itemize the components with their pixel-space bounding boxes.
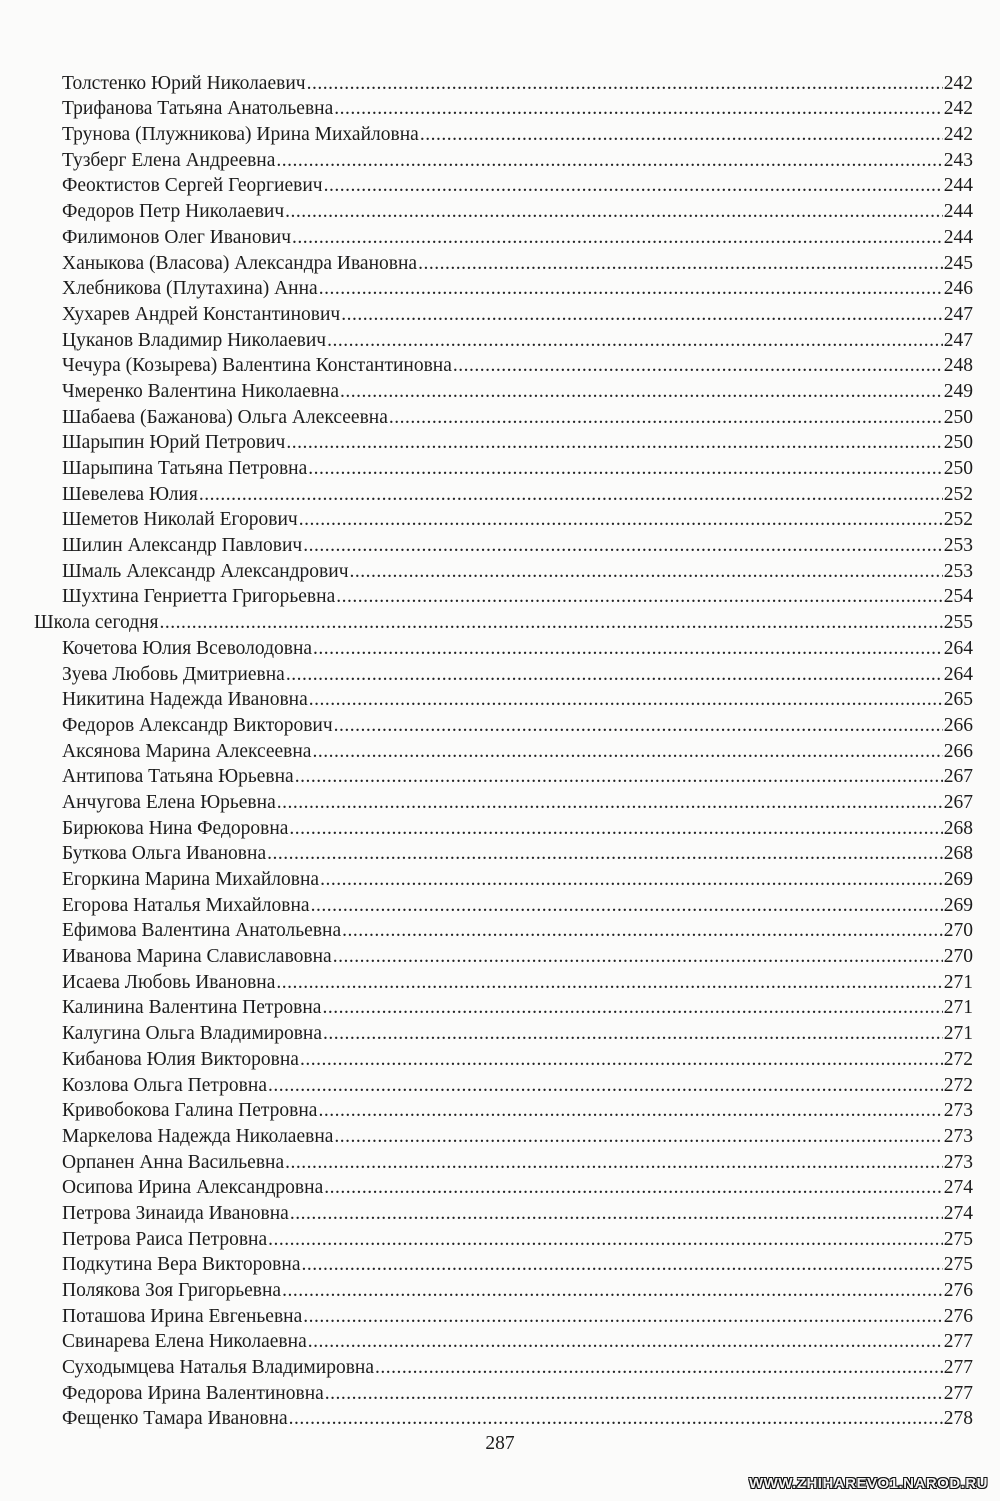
toc-entry-page: 274 bbox=[943, 1177, 973, 1199]
toc-section-heading bbox=[0, 609, 1000, 635]
toc-entry bbox=[0, 276, 1000, 302]
toc-entry-name: Чечура (Козырева) Валентина Константиновна bbox=[62, 355, 452, 377]
toc-entry bbox=[0, 1200, 1000, 1226]
dot-leader bbox=[340, 380, 943, 404]
toc-entry-page: 276 bbox=[943, 1305, 973, 1327]
toc-entry-page: 265 bbox=[943, 689, 973, 711]
toc-entry bbox=[0, 1175, 1000, 1201]
toc-entry bbox=[0, 198, 1000, 224]
toc-entry-name: Чмеренко Валентина Николаевна bbox=[62, 380, 340, 402]
dot-leader bbox=[285, 200, 943, 224]
toc-entry-name: Буткова Ольга Ивановна bbox=[62, 843, 267, 865]
toc-entry bbox=[0, 918, 1000, 944]
toc-entry bbox=[0, 1072, 1000, 1098]
toc-entry-name: Анчугова Елена Юрьевна bbox=[62, 791, 276, 813]
toc-entry-page: 277 bbox=[943, 1357, 973, 1379]
toc-entry-page: 272 bbox=[943, 1048, 973, 1070]
toc-entry-page: 255 bbox=[943, 612, 973, 634]
toc-entry-page: 250 bbox=[943, 406, 973, 428]
toc-entry-name: Хлебникова (Плутахина) Анна bbox=[62, 278, 318, 300]
toc-entry bbox=[0, 532, 1000, 558]
dot-leader bbox=[375, 1356, 943, 1380]
toc-entry bbox=[0, 1277, 1000, 1303]
dot-leader bbox=[334, 97, 943, 121]
dot-leader bbox=[286, 431, 942, 455]
toc-entry-name: Суходымцева Наталья Владимировна bbox=[62, 1357, 375, 1379]
toc-entry bbox=[0, 1406, 1000, 1432]
toc-entry bbox=[0, 1123, 1000, 1149]
dot-leader bbox=[299, 508, 943, 532]
toc-entry-page: 242 bbox=[943, 98, 973, 120]
toc-entry-page: 271 bbox=[943, 1023, 973, 1045]
dot-leader bbox=[282, 1279, 943, 1303]
toc-entry-name: Ханыкова (Власова) Александра Ивановна bbox=[62, 252, 418, 274]
toc-entry bbox=[0, 481, 1000, 507]
toc-entry bbox=[0, 892, 1000, 918]
toc-entry-name: Трифанова Татьяна Анатольевна bbox=[62, 98, 334, 120]
site-watermark: WWW.ZHIHAREVO1.NAROD.RU bbox=[749, 1475, 988, 1492]
dot-leader bbox=[308, 1330, 943, 1354]
toc-entry bbox=[0, 1252, 1000, 1278]
dot-leader bbox=[311, 894, 943, 918]
toc-entry-page: 264 bbox=[943, 663, 973, 685]
toc-entry bbox=[0, 789, 1000, 815]
toc-entry-page: 244 bbox=[943, 226, 973, 248]
toc-entry-name: Трунова (Плужникова) Ирина Михайловна bbox=[62, 124, 419, 146]
toc-entry-name: Петрова Раиса Петровна bbox=[62, 1228, 268, 1250]
toc-entry-page: 277 bbox=[943, 1331, 973, 1353]
dot-leader bbox=[418, 252, 943, 276]
toc-entry-name: Козлова Ольга Петровна bbox=[62, 1074, 267, 1096]
toc-entry-page: 273 bbox=[943, 1125, 973, 1147]
toc-entry-name: Кривобокова Галина Петровна bbox=[62, 1100, 318, 1122]
toc-entry-name: Шухтина Генриетта Григорьевна bbox=[62, 586, 336, 608]
toc-entry-page: 276 bbox=[943, 1280, 973, 1301]
toc-entry-name: Шевелева Юлия bbox=[62, 483, 198, 505]
dot-leader bbox=[322, 996, 942, 1020]
toc-entry bbox=[0, 353, 1000, 379]
toc-entry-page: 273 bbox=[943, 1100, 973, 1122]
toc-entry bbox=[0, 404, 1000, 430]
toc-entry-name: Хухарев Андрей Константинович bbox=[62, 303, 341, 325]
toc-entry bbox=[0, 584, 1000, 610]
toc-entry-page: 272 bbox=[943, 1074, 973, 1096]
dot-leader bbox=[300, 1048, 943, 1072]
toc-entry-name: Поташова Ирина Евгеньевна bbox=[62, 1305, 303, 1327]
toc-entry-page: 244 bbox=[943, 175, 973, 197]
toc-entry-page: 269 bbox=[943, 894, 973, 916]
dot-leader bbox=[324, 174, 943, 198]
toc-entry-page: 271 bbox=[943, 971, 973, 993]
toc-entry-page: 242 bbox=[943, 72, 973, 94]
toc-entry-name: Федоров Петр Николаевич bbox=[62, 201, 285, 223]
toc-entry bbox=[0, 250, 1000, 276]
toc-entry-page: 269 bbox=[943, 869, 973, 890]
toc-entry-page: 268 bbox=[943, 843, 973, 865]
dot-leader bbox=[159, 611, 942, 635]
dot-leader bbox=[289, 1407, 943, 1431]
toc-entry-name: Кибанова Юлия Викторовна bbox=[62, 1048, 299, 1070]
dot-leader bbox=[307, 72, 943, 96]
page-number: 287 bbox=[485, 1433, 515, 1454]
dot-leader bbox=[289, 817, 942, 841]
toc-entry-name: Никитина Надежда Ивановна bbox=[62, 689, 308, 711]
toc-entry bbox=[0, 1303, 1000, 1329]
dot-leader bbox=[290, 1202, 943, 1226]
toc-entry bbox=[0, 1149, 1000, 1175]
toc-entry-page: 242 bbox=[943, 124, 973, 146]
toc-entry bbox=[0, 558, 1000, 584]
toc-entry-name: Зуева Любовь Дмитриевна bbox=[62, 663, 285, 685]
toc-entry-name: Тузберг Елена Андреевна bbox=[62, 149, 276, 171]
toc-entry bbox=[0, 327, 1000, 353]
toc-entry-name: Бирюкова Нина Федоровна bbox=[62, 817, 289, 839]
dot-leader bbox=[327, 329, 943, 353]
toc-entry-page: 273 bbox=[943, 1151, 973, 1173]
dot-leader bbox=[292, 226, 943, 250]
toc-entry-page: 254 bbox=[943, 586, 973, 608]
toc-entry-name: Феоктистов Сергей Георгиевич bbox=[62, 175, 323, 197]
toc-entry-name: Подкутина Вера Викторовна bbox=[62, 1254, 301, 1276]
toc-entry-page: 244 bbox=[943, 201, 973, 223]
toc-entry bbox=[0, 455, 1000, 481]
toc-entry bbox=[0, 301, 1000, 327]
toc-entry-name: Школа сегодня bbox=[34, 612, 159, 634]
dot-leader bbox=[309, 688, 943, 712]
toc-entry-page: 245 bbox=[943, 252, 973, 274]
toc-entry bbox=[0, 121, 1000, 147]
toc-entry-page: 264 bbox=[943, 637, 973, 659]
toc-entry bbox=[0, 507, 1000, 533]
dot-leader bbox=[323, 1022, 943, 1046]
toc-entry-page: 277 bbox=[943, 1382, 973, 1404]
toc-entry-page: 253 bbox=[943, 560, 973, 582]
toc-entry-page: 274 bbox=[943, 1202, 973, 1224]
toc-entry-name: Петрова Зинаида Ивановна bbox=[62, 1202, 289, 1224]
dot-leader bbox=[324, 1176, 943, 1200]
toc-entry-name: Аксянова Марина Алексеевна bbox=[62, 740, 312, 762]
dot-leader bbox=[301, 1253, 942, 1277]
dot-leader bbox=[350, 560, 943, 584]
dot-leader bbox=[318, 1099, 942, 1123]
dot-leader bbox=[325, 1382, 943, 1406]
toc-entry-name: Филимонов Олег Иванович bbox=[62, 226, 292, 248]
toc-entry-name: Шарыпин Юрий Петрович bbox=[62, 432, 286, 454]
dot-leader bbox=[333, 945, 943, 969]
toc-entry-name: Калинина Валентина Петровна bbox=[62, 997, 322, 1019]
dot-leader bbox=[276, 971, 942, 995]
toc-entry-page: 270 bbox=[943, 946, 973, 968]
toc-entry bbox=[0, 712, 1000, 738]
toc-entry-name: Орпанен Анна Васильевна bbox=[62, 1151, 285, 1173]
dot-leader bbox=[420, 123, 943, 147]
toc-entry bbox=[0, 841, 1000, 867]
toc-entry-page: 250 bbox=[943, 458, 973, 479]
toc-entry bbox=[0, 1098, 1000, 1124]
toc-entry bbox=[0, 687, 1000, 713]
toc-entry bbox=[0, 738, 1000, 764]
dot-leader bbox=[389, 406, 943, 430]
toc-entry-page: 278 bbox=[943, 1408, 973, 1430]
dot-leader bbox=[303, 534, 943, 558]
dot-leader bbox=[276, 149, 942, 173]
toc-entry-name: Федоров Александр Викторович bbox=[62, 714, 333, 736]
toc-entry-name: Иванова Марина Славиславовна bbox=[62, 946, 332, 968]
dot-leader bbox=[336, 585, 943, 609]
toc-entry-page: 275 bbox=[943, 1254, 973, 1276]
dot-leader bbox=[334, 1125, 942, 1149]
toc-entry-page: 275 bbox=[943, 1228, 973, 1250]
toc-entry bbox=[0, 995, 1000, 1021]
toc-entry bbox=[0, 1329, 1000, 1355]
table-of-contents bbox=[0, 70, 1000, 1431]
toc-entry bbox=[0, 1380, 1000, 1406]
toc-entry-page: 247 bbox=[943, 303, 973, 325]
toc-entry bbox=[0, 635, 1000, 661]
toc-entry-page: 248 bbox=[943, 355, 973, 377]
toc-entry-name: Кочетова Юлия Всеволодовна bbox=[62, 637, 313, 659]
dot-leader bbox=[334, 714, 943, 738]
toc-entry bbox=[0, 1354, 1000, 1380]
toc-entry-page: 247 bbox=[943, 329, 973, 351]
toc-entry-page: 249 bbox=[943, 380, 973, 402]
toc-entry-name: Антипова Татьяна Юрьевна bbox=[62, 766, 294, 788]
toc-entry-name: Полякова Зоя Григорьевна bbox=[62, 1280, 282, 1301]
toc-entry bbox=[0, 430, 1000, 456]
dot-leader bbox=[286, 663, 943, 687]
toc-entry-name: Маркелова Надежда Николаевна bbox=[62, 1125, 334, 1147]
toc-entry-page: 246 bbox=[943, 278, 973, 300]
toc-entry-page: 252 bbox=[943, 483, 973, 505]
toc-entry-page: 243 bbox=[943, 149, 973, 171]
toc-entry-name: Калугина Ольга Владимировна bbox=[62, 1023, 323, 1045]
dot-leader bbox=[303, 1305, 942, 1329]
toc-entry bbox=[0, 1020, 1000, 1046]
toc-entry bbox=[0, 147, 1000, 173]
toc-entry-name: Шабаева (Бажанова) Ольга Алексеевна bbox=[62, 406, 388, 428]
toc-entry bbox=[0, 1046, 1000, 1072]
toc-entry bbox=[0, 173, 1000, 199]
toc-entry bbox=[0, 764, 1000, 790]
toc-entry-page: 271 bbox=[943, 997, 973, 1019]
toc-entry-page: 266 bbox=[943, 714, 973, 736]
toc-entry-name: Шеметов Николай Егорович bbox=[62, 509, 298, 531]
toc-entry bbox=[0, 378, 1000, 404]
toc-entry-name: Осипова Ирина Александровна bbox=[62, 1177, 324, 1199]
toc-entry-name: Шарыпина Татьяна Петровна bbox=[62, 458, 308, 479]
dot-leader bbox=[267, 842, 943, 866]
dot-leader bbox=[320, 868, 943, 892]
toc-entry-page: 250 bbox=[943, 432, 973, 454]
toc-entry-name: Егорова Наталья Михайловна bbox=[62, 894, 310, 916]
toc-entry bbox=[0, 866, 1000, 892]
dot-leader bbox=[341, 303, 943, 327]
toc-entry-name: Фещенко Тамара Ивановна bbox=[62, 1408, 288, 1430]
toc-entry-page: 266 bbox=[943, 740, 973, 762]
toc-entry bbox=[0, 943, 1000, 969]
dot-leader bbox=[268, 1228, 943, 1252]
toc-entry-page: 270 bbox=[943, 920, 973, 942]
toc-entry-page: 267 bbox=[943, 766, 973, 788]
dot-leader bbox=[342, 919, 943, 943]
dot-leader bbox=[312, 740, 942, 764]
toc-entry-name: Шмаль Александр Александрович bbox=[62, 560, 349, 582]
toc-entry bbox=[0, 224, 1000, 250]
toc-entry bbox=[0, 1226, 1000, 1252]
toc-entry bbox=[0, 969, 1000, 995]
dot-leader bbox=[285, 1151, 943, 1175]
dot-leader bbox=[453, 354, 943, 378]
toc-entry-page: 253 bbox=[943, 535, 973, 557]
toc-entry-name: Егоркина Марина Михайловна bbox=[62, 869, 320, 890]
toc-entry-page: 252 bbox=[943, 509, 973, 531]
dot-leader bbox=[308, 457, 943, 481]
toc-entry-page: 268 bbox=[943, 817, 973, 839]
toc-entry-name: Цуканов Владимир Николаевич bbox=[62, 329, 327, 351]
dot-leader bbox=[268, 1074, 943, 1098]
toc-entry-name: Федорова Ирина Валентиновна bbox=[62, 1382, 324, 1404]
toc-entry-name: Свинарева Елена Николаевна bbox=[62, 1331, 307, 1353]
dot-leader bbox=[313, 637, 943, 661]
dot-leader bbox=[295, 765, 943, 789]
toc-entry bbox=[0, 815, 1000, 841]
toc-entry bbox=[0, 70, 1000, 96]
toc-entry-name: Шилин Александр Павлович bbox=[62, 535, 303, 557]
toc-entry-name: Исаева Любовь Ивановна bbox=[62, 971, 276, 993]
toc-entry bbox=[0, 96, 1000, 122]
dot-leader bbox=[277, 791, 943, 815]
toc-entry-page: 267 bbox=[943, 791, 973, 813]
toc-entry bbox=[0, 661, 1000, 687]
dot-leader bbox=[199, 483, 943, 507]
dot-leader bbox=[319, 277, 943, 301]
toc-entry-name: Ефимова Валентина Анатольевна bbox=[62, 920, 342, 942]
toc-entry-name: Толстенко Юрий Николаевич bbox=[62, 72, 306, 94]
